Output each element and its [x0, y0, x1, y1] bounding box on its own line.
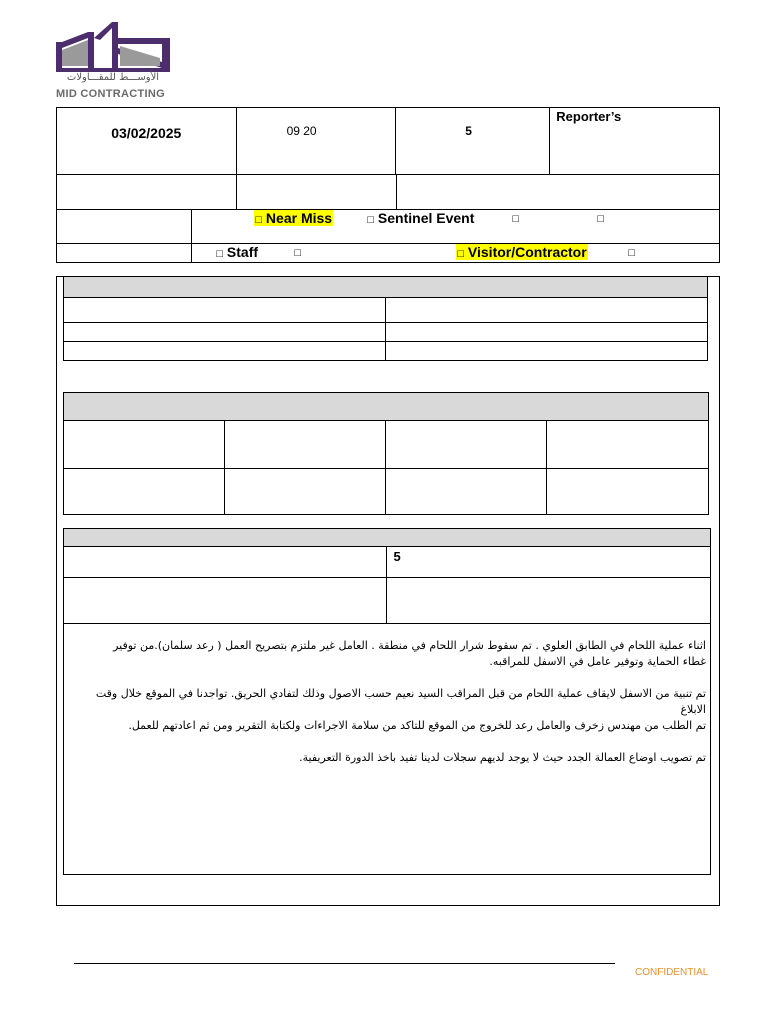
section-3-value: 5: [393, 549, 401, 564]
visitor-contractor-checkbox[interactable]: □: [457, 248, 465, 260]
person-type-options: [192, 244, 720, 263]
section-1-cell-a2: [64, 323, 386, 342]
section-1-table: [63, 276, 708, 361]
logo-english-text: MID CONTRACTING: [56, 88, 165, 100]
incident-type-options: [192, 210, 720, 244]
number-cell: [396, 108, 550, 175]
person-option-2-checkbox[interactable]: □: [294, 247, 302, 259]
narrative-line-3: تم تنبية من الاسفل لايقاف عملية اللحام من قبل المراقب السيد نعيم حسب الاصول وذلك لتفادي الحريق. تواجدنا في الموقع خلال وقت الابلاغ: [95, 687, 706, 716]
info-cell-2: [236, 175, 396, 210]
report-number: 5: [465, 124, 472, 138]
near-miss-label: Near Miss: [265, 210, 333, 226]
section-2-cell-a1: [64, 421, 225, 469]
incident-type-label-cell: [57, 210, 192, 244]
sentinel-event-option[interactable]: [367, 210, 474, 226]
narrative-line-2: غطاء الحماية وتوفير عامل في الاسفل للمراقبه.: [489, 655, 706, 668]
staff-checkbox[interactable]: □: [216, 248, 224, 260]
incident-narrative-cell: [64, 624, 711, 875]
narrative-line-4: تم الطلب من مهندس زخرف والعامل رعد للخروج من الموقع للتاكد من سلامة الاجراءات ولكتابة التقرير ومن ثم اعادتهم للعمل.: [128, 719, 706, 732]
section-3-cell-b2: [387, 578, 711, 624]
section-3-cell-b1: [387, 547, 711, 578]
section-2-cell-c2: [385, 469, 547, 515]
footer-divider: [74, 963, 615, 964]
report-time: 09 20: [286, 124, 317, 138]
section-2-cell-d2: [547, 469, 709, 515]
date-cell: [57, 108, 237, 175]
near-miss-option[interactable]: [254, 210, 333, 226]
section-2-cell-a2: [64, 469, 225, 515]
person-type-label-cell: [57, 244, 192, 263]
section-1-cell-a3: [64, 342, 386, 361]
narrative-line-1: اثناء عملية اللحام في الطابق العلوي . تم سقوط شرار اللحام في منطقة . العامل غير ملتزم بتصريح العمل ( رعد سلمان).من توفير: [113, 639, 706, 652]
incident-type-table: [56, 209, 720, 244]
section-2-cell-c1: [385, 421, 547, 469]
section-1-cell-b1: [385, 298, 708, 323]
section-3-cell-a2: [64, 578, 387, 624]
time-cell: [236, 108, 396, 175]
staff-option[interactable]: [216, 244, 258, 260]
sentinel-event-label: Sentinel Event: [377, 210, 475, 226]
logo-arabic-text: الأوســـط للمقـــاولات: [66, 72, 160, 83]
section-2-cell-d1: [547, 421, 709, 469]
section-1-cell-b3: [385, 342, 708, 361]
info-row-table: [56, 174, 720, 210]
near-miss-checkbox[interactable]: □: [255, 214, 263, 226]
section-2-header: [64, 393, 709, 421]
section-3-table: [63, 528, 711, 875]
section-3-cell-a1: [64, 547, 387, 578]
incident-option-4-checkbox[interactable]: □: [597, 213, 605, 225]
visitor-contractor-label: Visitor/Contractor: [467, 244, 587, 260]
confidential-label: CONFIDENTIAL: [635, 967, 709, 978]
section-2-cell-b1: [224, 421, 385, 469]
person-option-4-checkbox[interactable]: □: [628, 247, 636, 259]
section-2-cell-b2: [224, 469, 385, 515]
info-cell-1: [57, 175, 237, 210]
person-type-table: [56, 243, 720, 263]
reporter-label: Reporter’s: [556, 109, 622, 124]
incident-narrative: [64, 624, 710, 766]
section-2-table: [63, 392, 709, 515]
narrative-line-5: تم تصويب اوضاع العمالة الجدد حيث لا يوجد لديهم سجلات لدينا تفيد باخذ الدورة التعريفية.: [299, 751, 706, 764]
section-3-header: [64, 529, 711, 547]
staff-label: Staff: [226, 244, 259, 260]
sentinel-event-checkbox[interactable]: □: [367, 214, 375, 226]
reporter-cell: [550, 108, 720, 175]
visitor-contractor-option[interactable]: [456, 244, 587, 260]
report-date: 03/02/2025: [111, 125, 182, 141]
section-1-cell-a1: [64, 298, 386, 323]
incident-option-3-checkbox[interactable]: □: [512, 213, 520, 225]
header-table: [56, 107, 720, 175]
section-1-header: [64, 277, 708, 298]
info-cell-3: [396, 175, 719, 210]
section-1-cell-b2: [385, 323, 708, 342]
